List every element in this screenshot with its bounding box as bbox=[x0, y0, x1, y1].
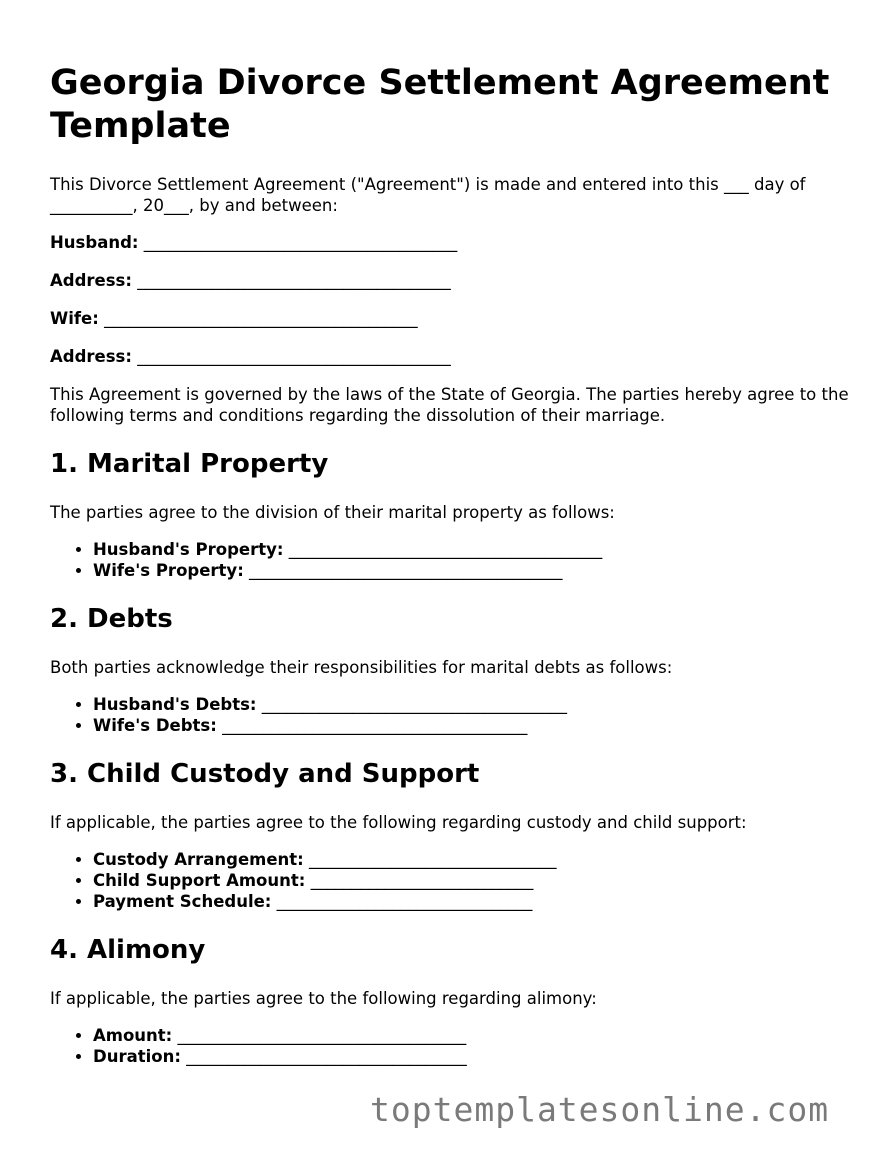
list-item[interactable] bbox=[93, 849, 850, 870]
item-blank[interactable]: _______________________________ bbox=[276, 892, 533, 911]
section-heading-marital-property: 1. Marital Property bbox=[50, 449, 329, 479]
list-item[interactable] bbox=[93, 560, 850, 581]
item-label: Custody Arrangement: bbox=[93, 850, 304, 869]
list-item[interactable] bbox=[93, 715, 850, 736]
section-text: The parties agree to the division of their marital property as follows: bbox=[50, 503, 615, 522]
watermark: toptemplatesonline.com bbox=[370, 1090, 830, 1129]
item-blank[interactable]: ___________________________________ bbox=[177, 1026, 467, 1045]
section-text: Both parties acknowledge their responsibilities for marital debts as follows: bbox=[50, 658, 673, 677]
list-item[interactable] bbox=[93, 891, 850, 912]
field-label: Husband: bbox=[50, 233, 139, 252]
field-blank[interactable]: ______________________________________ bbox=[143, 233, 458, 252]
list-item[interactable] bbox=[93, 694, 850, 715]
field-blank[interactable]: ______________________________________ bbox=[104, 309, 418, 328]
field-label: Address: bbox=[50, 271, 132, 290]
husband-address-field[interactable] bbox=[50, 270, 850, 291]
section-heading-child-custody: 3. Child Custody and Support bbox=[50, 759, 480, 789]
list-item[interactable] bbox=[93, 870, 850, 891]
item-blank[interactable]: ______________________________ bbox=[309, 850, 557, 869]
item-label: Wife's Debts: bbox=[93, 716, 217, 735]
alimony-list bbox=[50, 1025, 850, 1067]
list-item[interactable] bbox=[93, 1046, 850, 1067]
field-label: Address: bbox=[50, 347, 132, 366]
item-blank[interactable]: _____________________________________ bbox=[222, 716, 528, 735]
item-blank[interactable]: _____________________________________ bbox=[261, 695, 568, 714]
item-label: Amount: bbox=[93, 1026, 173, 1045]
governing-law-paragraph: This Agreement is governed by the laws of the State of Georgia. The parties hereby agree to the following terms and conditions regarding the dissolution of their marriage. bbox=[50, 385, 849, 425]
marital-property-list bbox=[50, 539, 850, 581]
husband-field[interactable] bbox=[50, 232, 850, 253]
item-label: Duration: bbox=[93, 1047, 181, 1066]
item-label: Wife's Property: bbox=[93, 561, 244, 580]
list-item[interactable] bbox=[93, 1025, 850, 1046]
section-text: If applicable, the parties agree to the following regarding alimony: bbox=[50, 989, 597, 1008]
item-label: Child Support Amount: bbox=[93, 871, 306, 890]
intro-paragraph: This Divorce Settlement Agreement ("Agreement") is made and entered into this ___ day of __________, 20___, by and between: bbox=[50, 175, 806, 215]
item-label: Payment Schedule: bbox=[93, 892, 272, 911]
field-blank[interactable]: ______________________________________ bbox=[137, 347, 451, 366]
document-page bbox=[50, 62, 850, 1067]
item-blank[interactable]: __________________________________ bbox=[186, 1047, 467, 1066]
section-text: If applicable, the parties agree to the following regarding custody and child support: bbox=[50, 813, 747, 832]
item-label: Husband's Debts: bbox=[93, 695, 257, 714]
section-heading-debts: 2. Debts bbox=[50, 604, 173, 634]
wife-address-field[interactable] bbox=[50, 346, 850, 367]
debts-list bbox=[50, 694, 850, 736]
child-custody-list bbox=[50, 849, 850, 912]
list-item[interactable] bbox=[93, 539, 850, 560]
item-blank[interactable]: ______________________________________ bbox=[249, 561, 563, 580]
item-blank[interactable]: ______________________________________ bbox=[288, 540, 603, 559]
wife-field[interactable] bbox=[50, 308, 850, 329]
item-label: Husband's Property: bbox=[93, 540, 284, 559]
item-blank[interactable]: ___________________________ bbox=[310, 871, 534, 890]
document-title: Georgia Divorce Settlement Agreement Template bbox=[50, 63, 830, 146]
section-heading-alimony: 4. Alimony bbox=[50, 935, 206, 965]
field-label: Wife: bbox=[50, 309, 99, 328]
field-blank[interactable]: ______________________________________ bbox=[137, 271, 451, 290]
